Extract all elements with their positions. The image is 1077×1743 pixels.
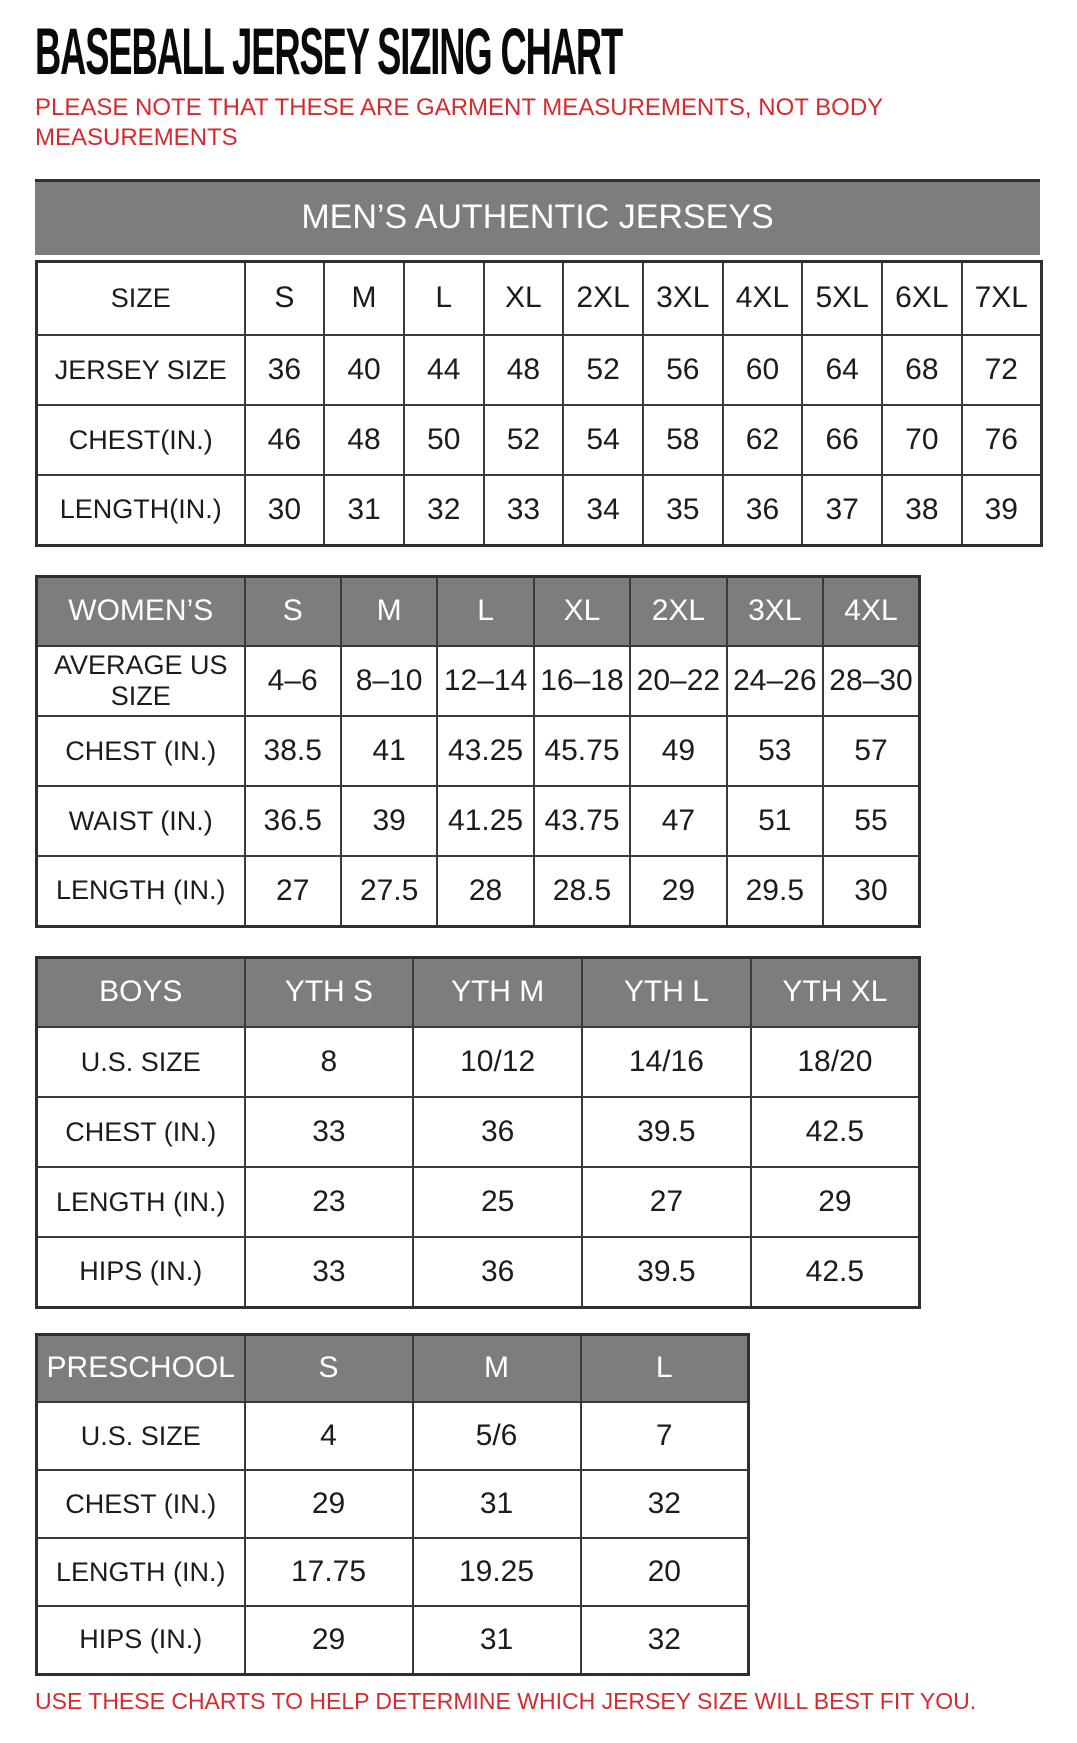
data-cell: 3XL xyxy=(643,261,723,335)
size-header-cell: S xyxy=(245,1334,413,1402)
table-row xyxy=(37,1097,920,1167)
data-cell: 30 xyxy=(823,856,919,926)
data-cell: 27 xyxy=(582,1167,751,1237)
data-cell: 25 xyxy=(413,1167,582,1237)
preschool-header-row xyxy=(37,1334,749,1402)
preschool-table xyxy=(35,1333,750,1676)
row-label: CHEST (IN.) xyxy=(37,1097,245,1167)
data-cell: 35 xyxy=(643,475,723,545)
data-cell: 20–22 xyxy=(630,646,726,716)
mens-table xyxy=(35,260,1043,547)
table-row xyxy=(37,646,920,716)
data-cell: 42.5 xyxy=(751,1097,920,1167)
data-cell: 45.75 xyxy=(534,716,630,786)
data-cell: 8–10 xyxy=(341,646,437,716)
data-cell: 4–6 xyxy=(245,646,341,716)
data-cell: 14/16 xyxy=(582,1027,751,1097)
table-title-cell: PRESCHOOL xyxy=(37,1334,245,1402)
data-cell: 16–18 xyxy=(534,646,630,716)
data-cell: 20 xyxy=(581,1538,749,1606)
data-cell: 4XL xyxy=(723,261,803,335)
data-cell: 43.25 xyxy=(437,716,533,786)
data-cell: 55 xyxy=(823,786,919,856)
row-label: U.S. SIZE xyxy=(37,1402,245,1470)
data-cell: 46 xyxy=(245,405,325,475)
data-cell: 29 xyxy=(630,856,726,926)
table-row xyxy=(37,1470,749,1538)
data-cell: 41.25 xyxy=(437,786,533,856)
table-row xyxy=(37,856,920,926)
data-cell: XL xyxy=(484,261,564,335)
table-row xyxy=(37,261,1042,335)
data-cell: 31 xyxy=(324,475,404,545)
table-row xyxy=(37,1167,920,1237)
data-cell: L xyxy=(404,261,484,335)
data-cell: 29 xyxy=(245,1606,413,1674)
size-header-cell: S xyxy=(245,576,341,646)
data-cell: 39 xyxy=(341,786,437,856)
row-label: HIPS (IN.) xyxy=(37,1606,245,1674)
data-cell: S xyxy=(245,261,325,335)
data-cell: 38.5 xyxy=(245,716,341,786)
boys-table xyxy=(35,956,921,1309)
data-cell: 28–30 xyxy=(823,646,919,716)
data-cell: 5XL xyxy=(802,261,882,335)
garment-measurements-note: PLEASE NOTE THAT THESE ARE GARMENT MEASUREMENTS, NOT BODY MEASUREMENTS xyxy=(35,93,883,151)
data-cell: 17.75 xyxy=(245,1538,413,1606)
size-header-cell: YTH S xyxy=(245,957,414,1027)
boys-section xyxy=(35,956,1042,1309)
data-cell: 30 xyxy=(245,475,325,545)
data-cell: 36 xyxy=(413,1237,582,1307)
size-header-cell: YTH L xyxy=(582,957,751,1027)
row-label: LENGTH(IN.) xyxy=(37,475,245,545)
table-row xyxy=(37,1402,749,1470)
data-cell: 39.5 xyxy=(582,1237,751,1307)
mens-section xyxy=(35,179,1042,547)
data-cell: 56 xyxy=(643,335,723,405)
data-cell: 12–14 xyxy=(437,646,533,716)
size-header-cell: M xyxy=(413,1334,581,1402)
size-header-cell: YTH M xyxy=(413,957,582,1027)
data-cell: 70 xyxy=(882,405,962,475)
data-cell: 33 xyxy=(245,1097,414,1167)
data-cell: 28 xyxy=(437,856,533,926)
row-label: LENGTH (IN.) xyxy=(37,856,245,926)
footer-note: USE THESE CHARTS TO HELP DETERMINE WHICH JERSEY SIZE WILL BEST FIT YOU. xyxy=(35,1687,977,1714)
data-cell: 54 xyxy=(563,405,643,475)
table-title-cell: BOYS xyxy=(37,957,245,1027)
data-cell: 24–26 xyxy=(727,646,823,716)
data-cell: 72 xyxy=(962,335,1042,405)
data-cell: 34 xyxy=(563,475,643,545)
data-cell: 31 xyxy=(413,1606,581,1674)
data-cell: 39.5 xyxy=(582,1097,751,1167)
data-cell: 41 xyxy=(341,716,437,786)
row-label: CHEST (IN.) xyxy=(37,1470,245,1538)
data-cell: 31 xyxy=(413,1470,581,1538)
row-label: SIZE xyxy=(37,261,245,335)
data-cell: 53 xyxy=(727,716,823,786)
data-cell: 62 xyxy=(723,405,803,475)
row-label: JERSEY SIZE xyxy=(37,335,245,405)
sizing-tables xyxy=(35,179,1042,1676)
data-cell: 5/6 xyxy=(413,1402,581,1470)
data-cell: 76 xyxy=(962,405,1042,475)
data-cell: 42.5 xyxy=(751,1237,920,1307)
row-label: U.S. SIZE xyxy=(37,1027,245,1097)
row-label: CHEST (IN.) xyxy=(37,716,245,786)
table-row xyxy=(37,335,1042,405)
womens-section xyxy=(35,575,1042,928)
data-cell: 52 xyxy=(563,335,643,405)
size-header-cell: XL xyxy=(534,576,630,646)
data-cell: 2XL xyxy=(563,261,643,335)
boys-header-row xyxy=(37,957,920,1027)
data-cell: 60 xyxy=(723,335,803,405)
data-cell: 36 xyxy=(723,475,803,545)
data-cell: 57 xyxy=(823,716,919,786)
row-label: LENGTH (IN.) xyxy=(37,1538,245,1606)
data-cell: 48 xyxy=(324,405,404,475)
data-cell: 10/12 xyxy=(413,1027,582,1097)
data-cell: 50 xyxy=(404,405,484,475)
data-cell: 32 xyxy=(581,1470,749,1538)
data-cell: 29.5 xyxy=(727,856,823,926)
data-cell: 33 xyxy=(245,1237,414,1307)
data-cell: 40 xyxy=(324,335,404,405)
preschool-section xyxy=(35,1333,1042,1676)
data-cell: 8 xyxy=(245,1027,414,1097)
table-title-cell: WOMEN’S xyxy=(37,576,245,646)
data-cell: 39 xyxy=(962,475,1042,545)
data-cell: 58 xyxy=(643,405,723,475)
row-label: CHEST(IN.) xyxy=(37,405,245,475)
row-label: HIPS (IN.) xyxy=(37,1237,245,1307)
data-cell: 64 xyxy=(802,335,882,405)
data-cell: 6XL xyxy=(882,261,962,335)
data-cell: 23 xyxy=(245,1167,414,1237)
data-cell: 29 xyxy=(751,1167,920,1237)
page-title: BASEBALL JERSEY SIZING CHART xyxy=(35,14,623,88)
data-cell: 38 xyxy=(882,475,962,545)
table-row xyxy=(37,786,920,856)
size-header-cell: YTH XL xyxy=(751,957,920,1027)
table-row xyxy=(37,1027,920,1097)
data-cell: 32 xyxy=(581,1606,749,1674)
size-header-cell: 2XL xyxy=(630,576,726,646)
data-cell: 32 xyxy=(404,475,484,545)
row-label: WAIST (IN.) xyxy=(37,786,245,856)
data-cell: 52 xyxy=(484,405,564,475)
data-cell: 47 xyxy=(630,786,726,856)
data-cell: 51 xyxy=(727,786,823,856)
womens-header-row xyxy=(37,576,920,646)
data-cell: M xyxy=(324,261,404,335)
womens-table xyxy=(35,575,921,928)
data-cell: 37 xyxy=(802,475,882,545)
data-cell: 44 xyxy=(404,335,484,405)
data-cell: 33 xyxy=(484,475,564,545)
data-cell: 28.5 xyxy=(534,856,630,926)
row-label: AVERAGE US SIZE xyxy=(37,646,245,716)
data-cell: 49 xyxy=(630,716,726,786)
data-cell: 27.5 xyxy=(341,856,437,926)
data-cell: 36.5 xyxy=(245,786,341,856)
data-cell: 66 xyxy=(802,405,882,475)
table-row xyxy=(37,1538,749,1606)
size-header-cell: M xyxy=(341,576,437,646)
data-cell: 18/20 xyxy=(751,1027,920,1097)
size-header-cell: L xyxy=(581,1334,749,1402)
table-row xyxy=(37,405,1042,475)
table-row xyxy=(37,716,920,786)
table-row xyxy=(37,1606,749,1674)
data-cell: 19.25 xyxy=(413,1538,581,1606)
data-cell: 29 xyxy=(245,1470,413,1538)
data-cell: 7 xyxy=(581,1402,749,1470)
table-row xyxy=(37,1237,920,1307)
data-cell: 4 xyxy=(245,1402,413,1470)
size-header-cell: 3XL xyxy=(727,576,823,646)
mens-banner-title: MEN’S AUTHENTIC JERSEYS xyxy=(35,179,1040,255)
table-row xyxy=(37,475,1042,545)
data-cell: 36 xyxy=(245,335,325,405)
data-cell: 68 xyxy=(882,335,962,405)
data-cell: 36 xyxy=(413,1097,582,1167)
data-cell: 43.75 xyxy=(534,786,630,856)
data-cell: 7XL xyxy=(962,261,1042,335)
row-label: LENGTH (IN.) xyxy=(37,1167,245,1237)
data-cell: 27 xyxy=(245,856,341,926)
size-header-cell: 4XL xyxy=(823,576,919,646)
data-cell: 48 xyxy=(484,335,564,405)
size-header-cell: L xyxy=(437,576,533,646)
